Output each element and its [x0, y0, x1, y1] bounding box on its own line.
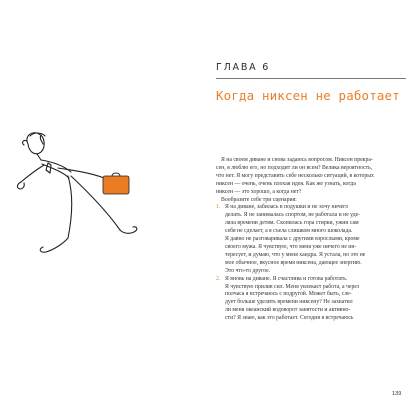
- list-number: 2.: [216, 275, 221, 282]
- scenario-line: мое обычное, вкусное время никсена, дающее энергию.: [225, 259, 362, 266]
- scenario-line: Я чувствую прилив сил. Меня увлекает работа, а через: [225, 283, 360, 290]
- list-number: 1.: [216, 204, 221, 211]
- paragraph-line: никсен — очень, очень плохая идея. Как же узнать, когда: [216, 180, 356, 187]
- scenario-line: сти? Я знаю, как это работает. Сегодня я встречаюсь: [225, 315, 354, 322]
- paragraph-line: никсен — это хорошо, а когда нет?: [216, 188, 302, 195]
- scenario-item: [216, 204, 406, 275]
- scenario-line: ляла времени детям. Скопилась гора стирки, ужин сам: [225, 220, 359, 227]
- scenario-line: Я на диване, забилась в подушки и не хочу ничего: [225, 204, 349, 211]
- briefcase-icon: [103, 173, 129, 194]
- scenario-line: тересует, и думаю, что у меня хандра. Я устала, но это не: [225, 251, 366, 258]
- scenario-line: делать. Я не занималась спортом, не работала и не уде-: [225, 212, 361, 219]
- body-text: [216, 157, 406, 323]
- running-man-briefcase-illustration: [8, 126, 198, 266]
- scenario-line: Я вновь на диване. Я счастлива и готова работать.: [225, 275, 348, 282]
- scenario-line: дует больше уделить времени никсену? Не захватил: [225, 299, 353, 306]
- scenario-line: Это что-то другое.: [225, 267, 271, 274]
- chapter-label: ГЛАВА 6: [216, 62, 271, 73]
- scenario-line: Я давно не разговаривала с другими взрослыми, кроме: [225, 236, 360, 243]
- paragraph-line: сен, я люблю его, но подходит ли он всем? Велика вероятность,: [216, 164, 373, 171]
- scenario-line: своего мужа. Я чувствую, что меня уже ничего не ин-: [225, 243, 357, 250]
- scenario-line: полчаса я встречаюсь с подругой. Может быть, сле-: [225, 291, 352, 298]
- chapter-title: Когда никсен не работает: [216, 88, 400, 103]
- chapter-divider: [216, 78, 406, 79]
- page-number: 139: [392, 391, 402, 397]
- scenario-item: [216, 276, 406, 323]
- paragraph-line: что нет. Я могу представить себе несколько ситуаций, в которых: [216, 172, 374, 179]
- scenario-line: себя не сделает, а я съела слишком много шоколада.: [225, 228, 353, 235]
- scenario-line: ли меня океанский водоворот занятости и активно-: [225, 307, 351, 314]
- paragraph-line: Я на своем диване и снова задаюсь вопросом. Никсен прекра-: [221, 157, 373, 163]
- scenarios-intro: Вообразите себе три сценария:: [221, 196, 297, 203]
